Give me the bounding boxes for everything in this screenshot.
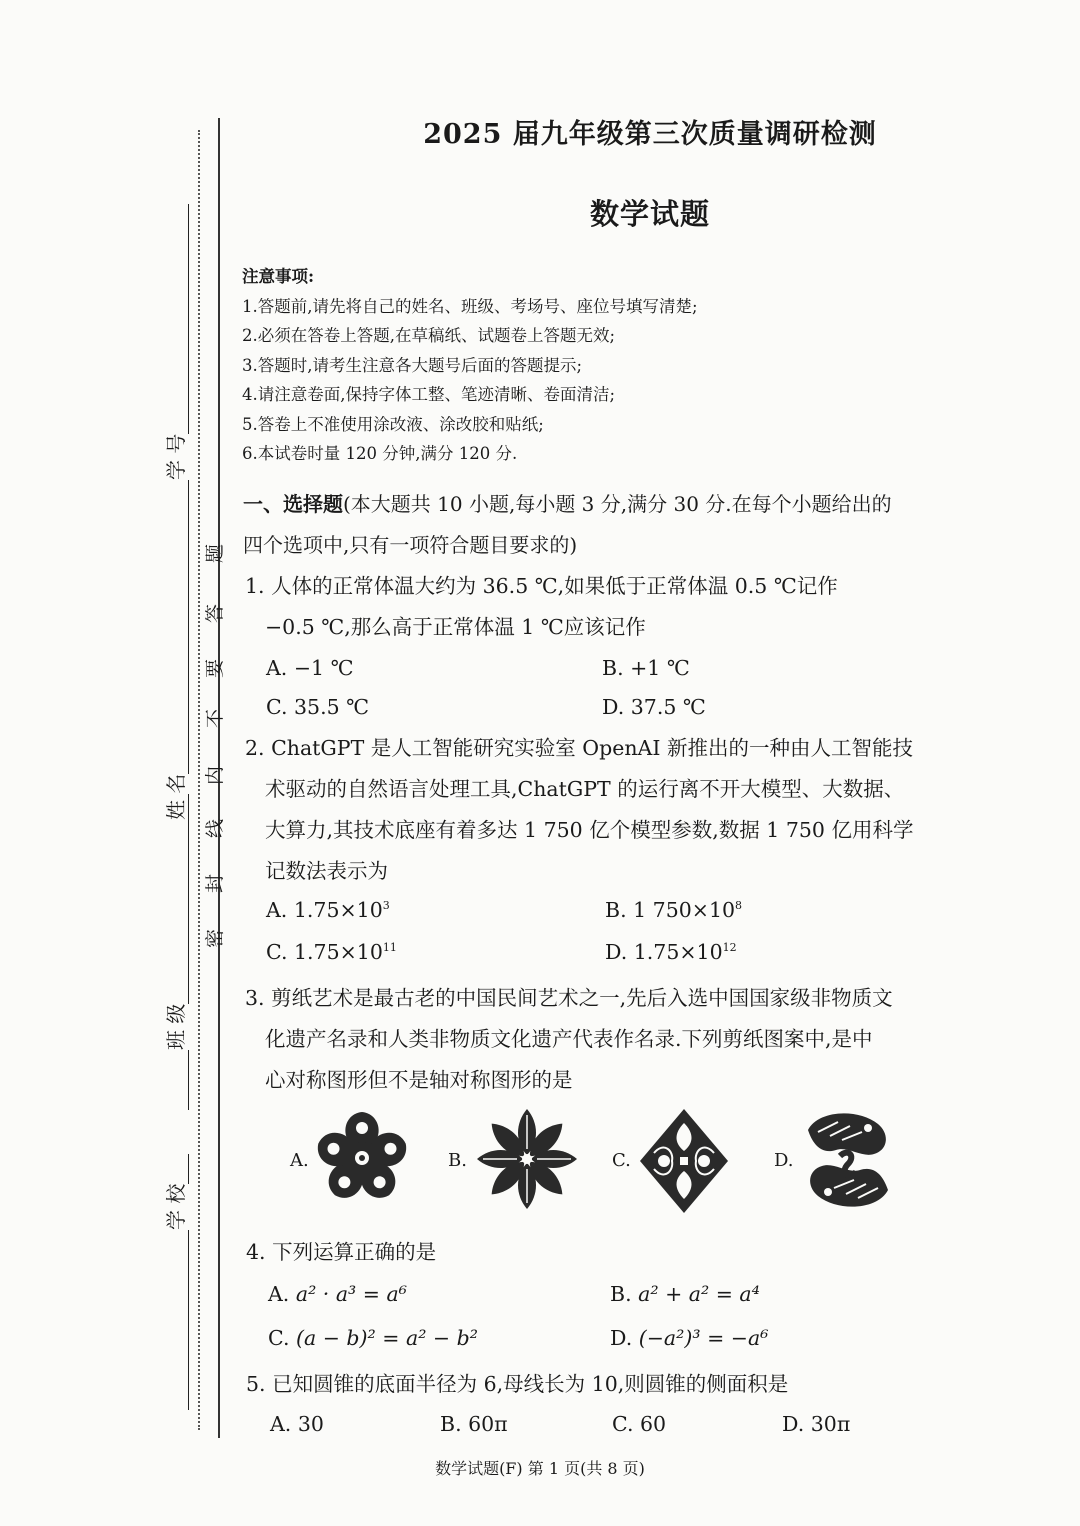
question-3	[245, 978, 893, 1101]
q2-option-a[interactable]	[266, 898, 390, 922]
q3-label-d: D.	[774, 1150, 794, 1171]
margin-school	[160, 1154, 189, 1410]
seal-char: 封	[204, 873, 227, 894]
q2-d-text: D. 1.75×10	[605, 940, 723, 964]
class-blank[interactable]	[170, 794, 189, 1004]
question-4: 4. 下列运算正确的是	[246, 1240, 437, 1264]
q1-option-a[interactable]: A. −1 ℃	[266, 656, 354, 680]
school-label: 学 校	[164, 1183, 188, 1230]
q4-option-c[interactable]	[268, 1326, 478, 1350]
q2-b-text: B. 1 750×10	[605, 898, 736, 922]
notice-block	[242, 262, 698, 469]
section1-desc: (本大题共 10 小题,每小题 3 分,满分 30 分.在每个小题给出的	[343, 492, 892, 516]
notice-item: 2.必须在答卷上答题,在草稿纸、试题卷上答题无效;	[242, 326, 616, 345]
q4-d-text: (−a²)³ = −a⁶	[638, 1326, 769, 1350]
q4-c-text: (a − b)² = a² − b²	[296, 1326, 478, 1350]
q5-option-d[interactable]: D. 30π	[782, 1412, 851, 1436]
papercut-flower-icon[interactable]	[312, 1108, 412, 1208]
name-blank[interactable]	[170, 514, 189, 774]
q5-option-b[interactable]: B. 60π	[440, 1412, 508, 1436]
question-2	[245, 728, 913, 892]
q3-label-a: A.	[290, 1150, 309, 1171]
section1-heading: 一、选择题	[243, 492, 343, 516]
q4-b-letter: B.	[610, 1282, 639, 1306]
notice-item: 1.答题前,请先将自己的姓名、班级、考场号、座位号填写清楚;	[242, 296, 698, 316]
section1-header	[243, 484, 892, 566]
name-label: 姓 名	[164, 773, 188, 820]
exam-title: 2025 届九年级第三次质量调研检测	[423, 119, 877, 150]
seal-char: 题	[204, 543, 227, 564]
q1-stem: 1. 人体的正常体温大约为 36.5 ℃,如果低于正常体温 0.5 ℃记作	[245, 574, 838, 598]
exam-subtitle: 数学试题	[589, 197, 710, 231]
notice-item: 5.答卷上不准使用涂改液、涂改胶和贴纸;	[242, 414, 544, 434]
q2-stem-2: 术驱动的自然语言处理工具,ChatGPT 的运行离不开大模型、大数据、	[265, 777, 905, 801]
papercut-star-flower-icon[interactable]	[472, 1106, 582, 1212]
q4-a-text: a² · a³ = a⁶	[295, 1282, 407, 1306]
q2-a-text: A. 1.75×10	[266, 898, 383, 922]
margin-class	[160, 794, 189, 1110]
q2-c-text: C. 1.75×10	[266, 940, 383, 964]
class-label: 班 级	[164, 1003, 188, 1050]
q3-stem-2: 化遗产名录和人类非物质文化遗产代表作名录.下列剪纸图案中,是中	[265, 1027, 873, 1051]
class-blank-left[interactable]	[170, 1050, 189, 1110]
student-id-label: 学 号	[164, 433, 188, 480]
question-1	[245, 566, 838, 648]
q2-stem: 2. ChatGPT 是人工智能研究实验室 OpenAI 新推出的一种由人工智能技	[245, 736, 913, 760]
q4-option-d[interactable]	[610, 1326, 768, 1350]
q5-option-c[interactable]: C. 60	[612, 1412, 667, 1436]
papercut-fish-icon[interactable]	[800, 1108, 896, 1212]
q2-option-b[interactable]	[605, 898, 742, 922]
page-footer: 数学试题(F) 第 1 页(共 8 页)	[435, 1459, 645, 1478]
q4-d-letter: D.	[610, 1326, 639, 1350]
student-id-blank-2[interactable]	[170, 204, 189, 434]
q3-label-c: C.	[612, 1150, 631, 1171]
notice-item: 3.答题时,请考生注意各大题号后面的答题提示;	[242, 355, 583, 375]
q2-option-c[interactable]	[266, 940, 397, 964]
q2-stem-3: 大算力,其技术底座有着多达 1 750 亿个模型参数,数据 1 750 亿用科学	[265, 818, 914, 842]
q3-stem-3: 心对称图形但不是轴对称图形的是	[265, 1068, 573, 1092]
q4-a-letter: A.	[268, 1282, 296, 1306]
q4-option-a[interactable]	[268, 1282, 407, 1306]
q4-c-letter: C.	[268, 1326, 296, 1350]
notice-title: 注意事项:	[242, 267, 315, 286]
seal-char: 内	[204, 765, 227, 786]
seal-char: 不	[204, 708, 227, 729]
q2-c-exp: 11	[382, 941, 397, 954]
q2-d-exp: 12	[722, 941, 737, 954]
q4-b-text: a² + a² = a⁴	[638, 1282, 760, 1306]
seal-char: 答	[204, 603, 227, 624]
q2-b-exp: 8	[735, 899, 743, 912]
q2-option-d[interactable]	[605, 940, 737, 964]
notice-item: 6.本试卷时量 120 分钟,满分 120 分.	[242, 444, 518, 463]
question-5: 5. 已知圆锥的底面半径为 6,母线长为 10,则圆锥的侧面积是	[246, 1372, 789, 1396]
seal-char: 密	[204, 928, 227, 949]
q1-option-d[interactable]: D. 37.5 ℃	[602, 695, 706, 719]
notice-item: 4.请注意卷面,保持字体工整、笔迹清晰、卷面清洁;	[242, 385, 616, 404]
seal-char: 要	[204, 658, 227, 679]
q5-option-a[interactable]: A. 30	[270, 1412, 324, 1436]
margin-student-id	[160, 204, 189, 540]
q1-option-b[interactable]: B. +1 ℃	[602, 656, 690, 680]
q1-option-c[interactable]: C. 35.5 ℃	[266, 695, 370, 719]
q4-option-b[interactable]	[610, 1282, 760, 1306]
seal-char: 线	[204, 818, 227, 839]
section1-desc-2: 四个选项中,只有一项符合题目要求的)	[243, 533, 578, 557]
q3-label-b: B.	[448, 1150, 467, 1171]
q2-a-exp: 3	[382, 899, 390, 912]
school-blank-left[interactable]	[170, 1230, 189, 1410]
papercut-diamond-icon[interactable]	[636, 1106, 732, 1216]
q1-stem-2: −0.5 ℃,那么高于正常体温 1 ℃应该记作	[265, 615, 646, 639]
q3-stem: 3. 剪纸艺术是最古老的中国民间艺术之一,先后入选中国国家级非物质文	[245, 986, 893, 1010]
school-blank[interactable]	[170, 1154, 189, 1184]
q2-stem-4: 记数法表示为	[265, 859, 388, 883]
